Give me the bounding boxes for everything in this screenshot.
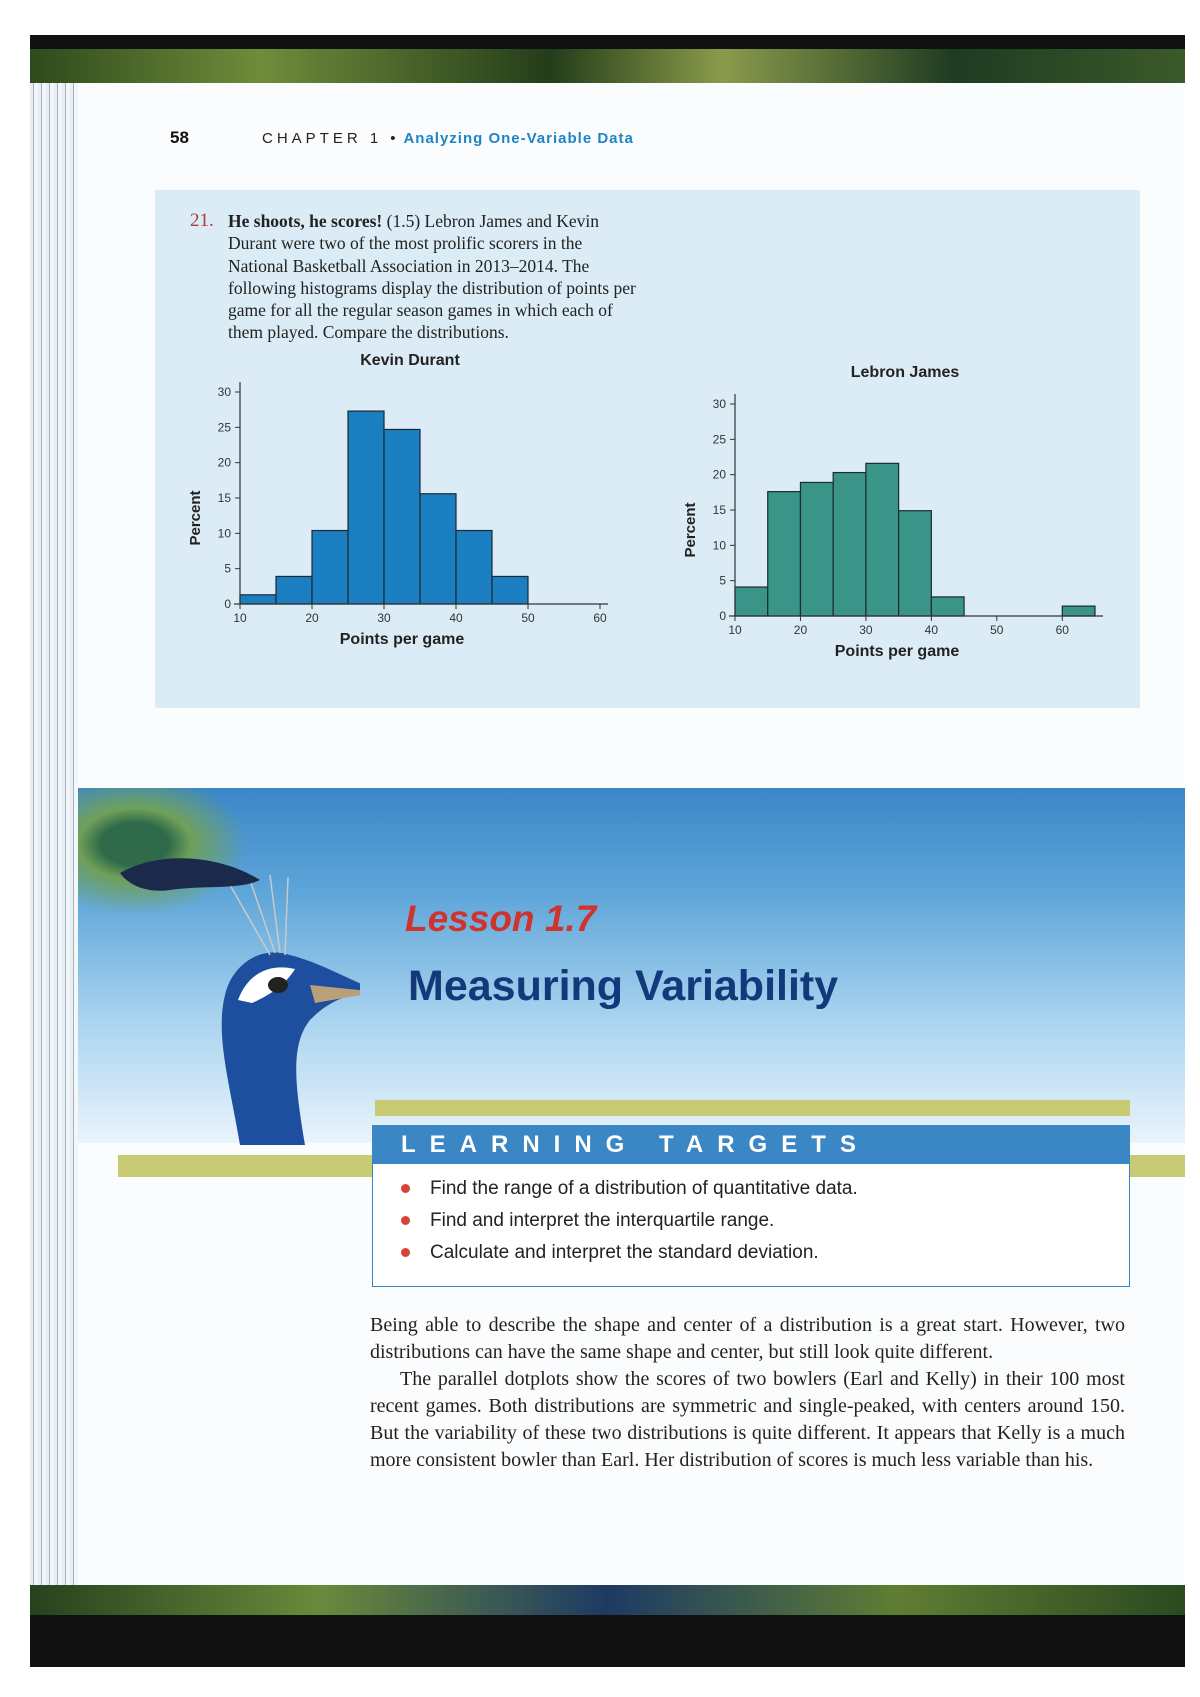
x-tick-label: 50 (521, 611, 535, 625)
histogram-kevin-durant (170, 350, 630, 660)
y-tick-label: 5 (719, 573, 726, 588)
chart-title: Lebron James (850, 364, 960, 381)
paragraph: The parallel dotplots show the scores of two bowlers (Earl and Kelly) in their 100 most recent games. Both distributions are symmetric and single-peaked, with centers around 150. But the variability of these two distributions is quite different. It appears that Kelly is a much more consistent bowler than Earl. Her distribution of scores is much less variable than his. (370, 1368, 1125, 1471)
bottom-black-border (30, 1615, 1185, 1667)
y-axis-label: Percent (187, 490, 204, 546)
learning-target-item: Calculate and interpret the standard deviation. (401, 1242, 819, 1264)
bullet-icon (401, 1184, 410, 1193)
peacock-image (120, 845, 360, 1150)
chapter-title: Analyzing One-Variable Data (403, 130, 634, 147)
y-tick-label: 15 (217, 491, 231, 505)
x-tick-label: 20 (305, 611, 319, 625)
y-tick-label: 25 (712, 432, 726, 447)
bullet-icon (401, 1216, 410, 1225)
x-tick-label: 30 (859, 623, 873, 637)
bullet-separator: • (390, 130, 396, 147)
lesson-accent-band-upper (375, 1100, 1130, 1116)
histogram-bar (420, 494, 456, 604)
book-spine-edge (30, 80, 82, 1600)
x-axis-label: Points per game (834, 643, 960, 660)
histogram-bar (348, 411, 384, 604)
y-tick-label: 25 (217, 420, 231, 435)
top-black-border (30, 35, 1185, 49)
histogram-bar (768, 492, 801, 616)
y-tick-label: 20 (217, 455, 231, 470)
learning-targets-box (372, 1125, 1130, 1287)
x-tick-label: 40 (924, 623, 939, 637)
histogram-bar (276, 576, 312, 604)
x-tick-label: 30 (377, 611, 391, 625)
paragraph: Being able to describe the shape and center of a distribution is a great start. However, two distributions can have the same shape and center, but still look quite different. (370, 1314, 1125, 1363)
exercise-title: He shoots, he scores! (228, 211, 383, 231)
histogram-lebron-james (665, 362, 1125, 672)
learning-targets-header (373, 1126, 1129, 1164)
y-tick-label: 30 (712, 397, 726, 411)
y-tick-label: 0 (224, 597, 231, 611)
exercise-number: 21. (190, 210, 214, 231)
histogram-bar (899, 511, 932, 616)
y-tick-label: 20 (712, 467, 726, 482)
y-tick-label: 10 (217, 526, 231, 541)
chapter-label: CHAPTER 1 (262, 130, 383, 147)
histogram-bar (240, 595, 276, 604)
x-axis-label: Points per game (339, 631, 465, 648)
learning-target-item: Find the range of a distribution of quantitative data. (401, 1178, 858, 1200)
lesson-title: Measuring Variability (408, 962, 839, 1010)
exercise-section: (1.5) (386, 211, 421, 231)
histogram-bar (866, 463, 899, 616)
page-number: 58 (170, 128, 189, 147)
body-text (370, 1312, 1125, 1474)
bullet-icon (401, 1248, 410, 1257)
lesson-label: Lesson 1.7 (405, 898, 597, 939)
x-tick-label: 40 (449, 611, 463, 625)
histogram-bar (384, 429, 420, 604)
x-tick-label: 20 (793, 623, 808, 637)
running-header (262, 130, 634, 147)
histogram-bar (1062, 606, 1095, 616)
histogram-bar (456, 531, 492, 604)
chart-title: Kevin Durant (360, 352, 460, 369)
histogram-bar (833, 473, 866, 616)
x-tick-label: 10 (728, 623, 742, 637)
exercise-text (228, 210, 638, 344)
y-tick-label: 5 (224, 561, 231, 576)
histogram-bar (735, 587, 768, 616)
histogram-bar (931, 597, 964, 616)
y-tick-label: 0 (719, 609, 726, 623)
learning-target-item: Find and interpret the interquartile range. (401, 1210, 774, 1232)
exercise-body: Lebron James and Kevin Durant were two of the most prolific scorers in the National Basketball Association in 2013–2014. The following histograms display the distribution of points per game for all the regular season games in which each of them played. Compare the distributions. (228, 211, 636, 343)
learning-targets-heading: LEARNING TARGETS (401, 1131, 870, 1158)
y-tick-label: 15 (712, 503, 726, 517)
x-tick-label: 60 (1055, 623, 1069, 637)
y-axis-label: Percent (682, 502, 699, 558)
x-tick-label: 10 (233, 611, 247, 625)
y-tick-label: 10 (712, 538, 726, 553)
histogram-bar (492, 576, 528, 604)
y-tick-label: 30 (217, 385, 231, 399)
x-tick-label: 50 (990, 623, 1004, 637)
x-tick-label: 60 (593, 611, 607, 625)
histogram-bar (800, 482, 833, 616)
histogram-bar (312, 531, 348, 604)
